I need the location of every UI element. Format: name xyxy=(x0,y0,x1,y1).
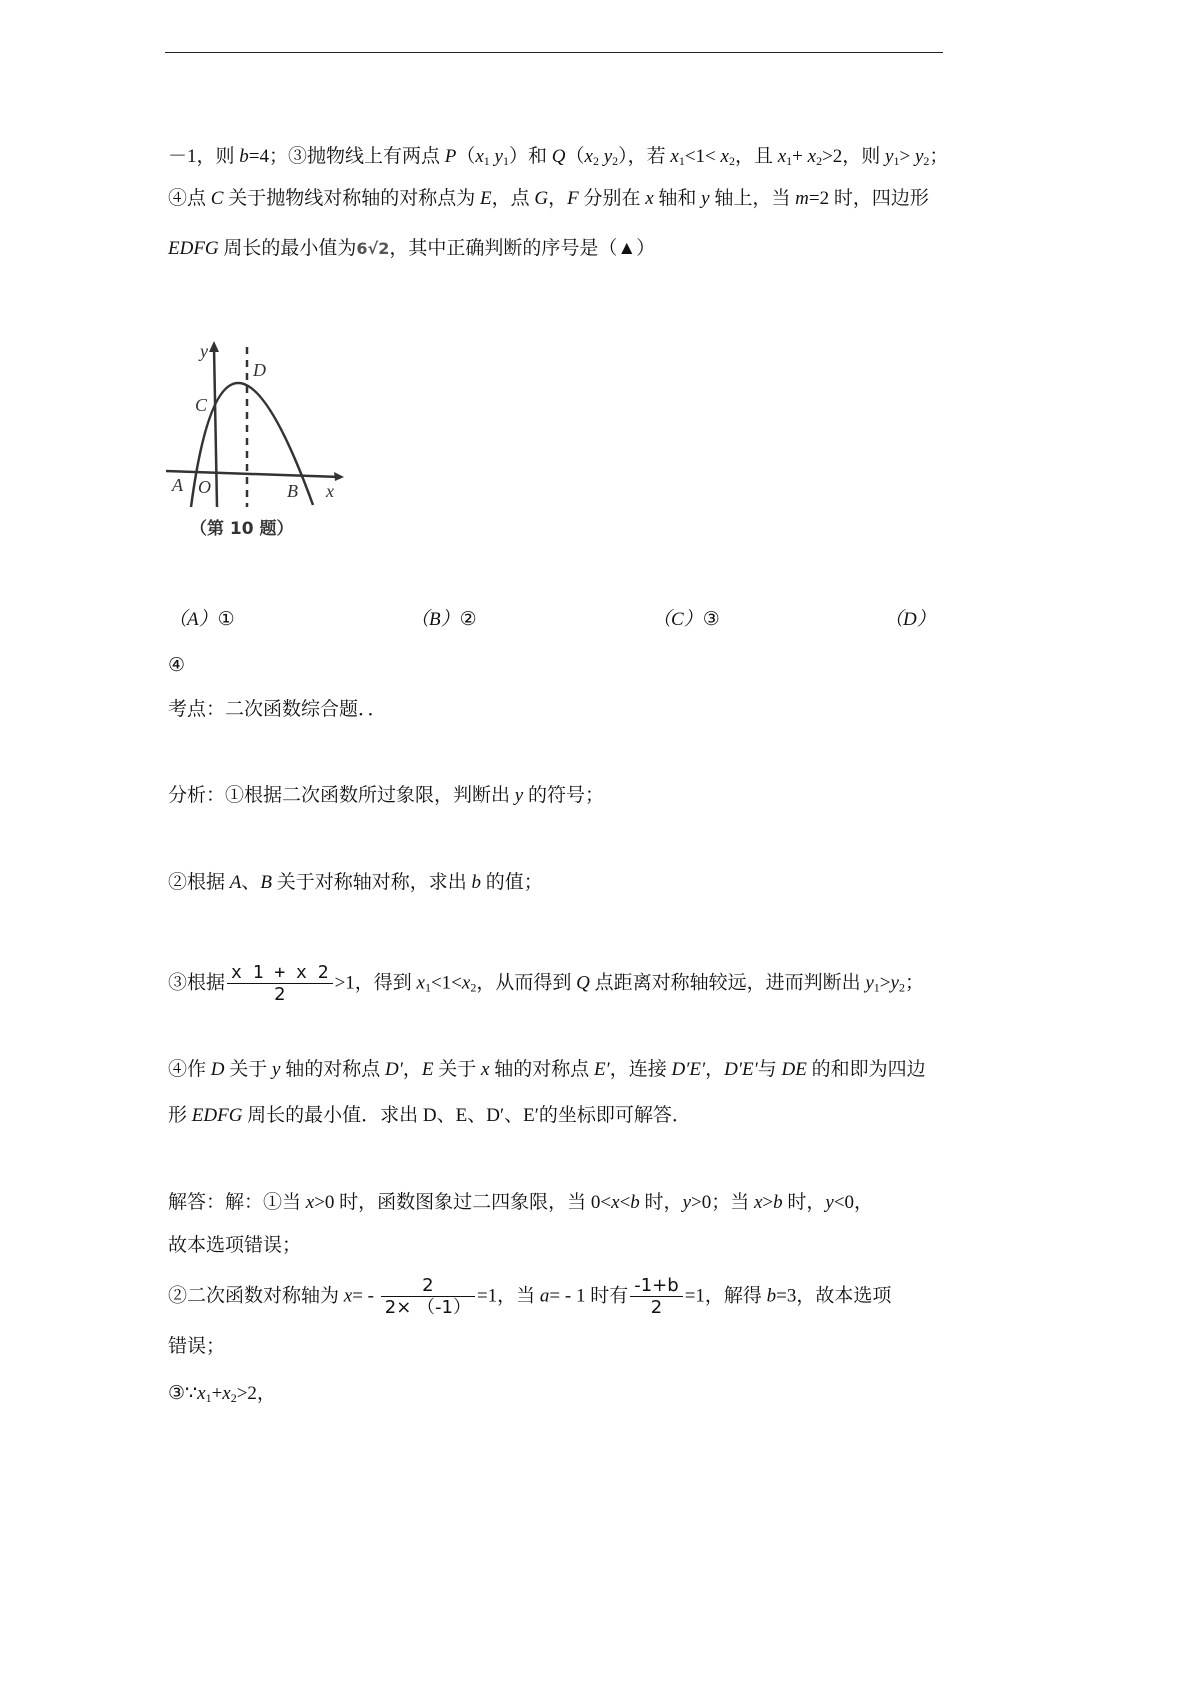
jieda-line-3: ②二次函数对称轴为 x= - $\frac{2}{2\times (-1)}$ =1，当 a= - 1 时有 $\frac{-1+b}{2}$ =1，解得 b=3，故本选项 xyxy=(168,1275,892,1318)
option-a: （A）① xyxy=(168,609,235,630)
point-a-label: A xyxy=(172,475,183,495)
x-axis-label: x xyxy=(326,481,334,501)
option-d: （D） xyxy=(884,609,936,630)
parabola-figure xyxy=(160,335,350,547)
problem-line-1: －1，则 b=4；③抛物线上有两点 $P(x_1$ $y_1$）和 $Q(x_2$ $y_2$），若 $x_1<1< x_2$，且 $x_1+ x_2>2$，则 $y_1> y_2$； xyxy=(168,146,949,168)
y-axis-arrow xyxy=(209,341,219,352)
point-b-label: B xyxy=(287,481,298,501)
point-d-label: D xyxy=(253,360,266,380)
figure-caption: （第 10 题） xyxy=(190,519,294,539)
y-axis-label: y xyxy=(200,341,208,361)
origin-label: O xyxy=(198,477,211,497)
jieda-line-1: 解答：解：①当 x>0 时，函数图象过二四象限，当 0<x<b 时，y>0；当 x>b 时，y<0， xyxy=(168,1192,874,1213)
jieda-line-4: 错误； xyxy=(168,1336,226,1357)
option-d-value: ④ xyxy=(168,655,186,676)
fraction-minus-one-plus-b-over-2: $\frac{-1+b}{2}$ xyxy=(630,1276,682,1318)
x-axis xyxy=(166,471,340,477)
kaodian-line: 考点：二次函数综合题．． xyxy=(168,699,387,720)
header-rule xyxy=(165,52,943,53)
fenxi-line-3: ③根据 $\frac{x 1 + x 2}{2}$ >1，得到 $x_1<1<x_2$，从而得到 Q 点距离对称轴较远，进而判断出 $y_1>y_2$； xyxy=(168,962,924,1005)
six-root-two-value: 6√2 xyxy=(356,239,390,258)
x-axis-arrow xyxy=(334,472,344,481)
fraction-symmetry-axis: $\frac{2}{2\times (-1)}$ xyxy=(381,1276,475,1318)
y-axis xyxy=(214,347,217,507)
fraction-x1-plus-x2-over-2: $\frac{x 1 + x 2}{2}$ xyxy=(227,963,333,1005)
problem-line-2: ④点 C 关于抛物线对称轴的对称点为 E，点 G，F 分别在 x 轴和 y 轴上，当 m=2 时，四边形 xyxy=(168,188,929,209)
fenxi-line-2: ②根据 A、B 关于对称轴对称，求出 b 的值； xyxy=(168,872,543,893)
option-b: （B）② xyxy=(410,609,477,630)
problem-line-3: EDFG 周长的最小值为6√2，其中正确判断的序号是（▲） xyxy=(168,238,656,259)
jieda-line-5: $③\because x_1+x_2>2$， xyxy=(168,1383,276,1405)
point-c-label: C xyxy=(195,395,208,415)
jieda-line-2: 故本选项错误； xyxy=(168,1235,302,1256)
fenxi-line-5: 形 EDFG 周长的最小值．求出 D、E、D′、E′的坐标即可解答． xyxy=(168,1105,691,1126)
fenxi-line-1: 分析：①根据二次函数所过象限，判断出 y 的符号； xyxy=(168,785,604,806)
fenxi-line-4: ④作 D 关于 y 轴的对称点 D′，E 关于 x 轴的对称点 E′，连接 D′E′，D′E′与 DE 的和即为四边 xyxy=(168,1059,926,1080)
option-c: （C）③ xyxy=(652,609,720,630)
